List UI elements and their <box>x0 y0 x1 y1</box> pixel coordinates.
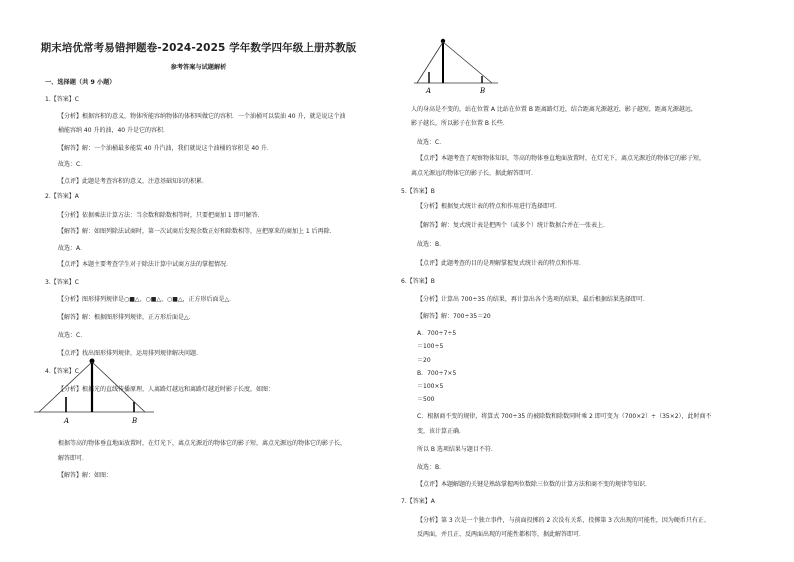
left-text-line: 【解答】解：一个油桶最多能装 40 升汽油，我们就说这个油桶的容积是 40 升． <box>58 145 273 152</box>
light-ray-right <box>92 362 145 412</box>
right-text-line: 所以 B 选项结果与题目不符． <box>417 446 497 453</box>
point-b-label: B <box>132 417 138 425</box>
right-text-line: 【点评】本题解题的关键是熟练掌握两位数除三位数的计算方法和商不变的规律等知识． <box>417 481 652 488</box>
left-text-line: 1.【答案】C <box>45 96 79 103</box>
left-text-line: 故选：C． <box>58 161 87 168</box>
right-text-line: 故选：B． <box>417 241 446 248</box>
left-text-line: 4.【答案】C <box>45 368 79 375</box>
left-text-line: 【点评】本题主要考查学生对于除法计算中试商方法的掌握情况． <box>58 261 233 268</box>
lamp-shadow-figure-right <box>412 36 502 98</box>
right-text-line: 【解答】解：复式统计表是把两个（或多个）统计数据合并在一张表上． <box>417 222 610 229</box>
right-text-line: 人的身高是不变的，站在位置 A 比站在位置 B 距离路灯近，结合距离光源越近，影子越短，距离光源越远， <box>411 106 697 113</box>
left-text-line: 根据等高的物体垂直地面放置时，在灯光下，离点光源近的物体它的影子短，离点光源远的物体它的影子长， <box>58 440 347 447</box>
right-text-line: 【解答】解：700÷35＝20 <box>417 313 491 320</box>
page-title: 期末培优常考易错押题卷-2024-2025 学年数学四年级上册苏教版 <box>40 42 357 54</box>
right-text-line: C．根据商不变的规律，将算式 700÷35 的被除数和除数同时乘 2 即可变为（700×2）÷（35×2），此时商不 <box>417 413 712 420</box>
right-text-line: 反两面，并且正、反两面出现的可能性都相等，据此解答即可． <box>417 531 586 538</box>
right-text-line: ＝100×5 <box>417 383 444 390</box>
light-ray-left-right <box>417 42 443 83</box>
right-text-line: 6.【答案】B <box>401 278 435 285</box>
left-text-line: 【分析】图形排列规律是○■△、○■△、○■△，正方形后面是△． <box>58 296 236 303</box>
right-text-line: 【点评】本题考查了观察物体知识，等高的物体垂直地面放置时，在灯光下，离点光源近的物体它的影子短， <box>417 155 706 162</box>
left-text-line: 故选：A． <box>58 245 87 252</box>
left-text-line: 【解答】解：如图列除法试商时，第一次试商后发现余数正好和除数相等，应把原来的商加上 1 后再除． <box>58 228 336 235</box>
right-text-line: 7.【答案】A <box>401 498 435 505</box>
point-b-label-right: B <box>480 87 486 95</box>
point-a-label-right: A <box>426 87 432 95</box>
right-text-line: ＝100÷5 <box>417 343 444 350</box>
left-text-line: 【点评】此题是考查容积的意义，注意基础知识的积累． <box>58 178 209 185</box>
lamp-icon <box>90 359 95 364</box>
right-text-line: 【点评】此题考查的目的是理解掌握复式统计表的特点和作用． <box>417 260 586 267</box>
light-ray-right-right <box>443 42 492 83</box>
left-text-line: 解答即可． <box>58 455 89 462</box>
left-text-line: 故选：C． <box>58 332 87 339</box>
left-text-line: 2.【答案】A <box>45 193 79 200</box>
right-text-line: 【分析】根据复式统计表的特点和作用进行选择即可． <box>417 203 562 210</box>
point-a-label: A <box>64 417 70 425</box>
right-text-line: 离点光源远的物体它的影子长，据此解答即可． <box>411 170 538 177</box>
left-text-line: 【解答】解：如图： <box>58 472 113 479</box>
left-text-line: 3.【答案】C <box>45 279 79 286</box>
right-text-line: B．700÷7×5 <box>417 370 457 377</box>
right-text-line: A．700÷7÷5 <box>417 330 457 337</box>
right-text-line: 故选：C． <box>417 139 446 146</box>
right-text-line: 5.【答案】B <box>401 188 435 195</box>
right-text-line: ＝20 <box>417 357 431 364</box>
left-text-line: 【分析】根据容积的意义，物体所能容纳物体的体积叫做它的容积．一个油桶可以装油 40 升，就是说这个油 <box>58 113 346 120</box>
right-text-line: 变，该计算正确． <box>417 428 466 435</box>
right-text-line: 影子越长，所以影子在位置 B 长些． <box>411 120 509 127</box>
left-text-line: 一、选择题（共 9 小题） <box>45 79 116 86</box>
right-text-line: 故选：B． <box>417 464 446 471</box>
left-text-line: 【点评】找出图形排列规律，运用排列规律解决问题． <box>58 350 203 357</box>
left-text-line: 【分析】根据光的直线传播原理，人离路灯越远和离路灯越近时影子长度，如图： <box>58 386 275 393</box>
page-subtitle: 参考答案与试题解析 <box>170 64 227 71</box>
left-text-line: 桶能容纳 40 升的油，40 升是它的容积． <box>58 127 169 134</box>
right-text-line: 【分析】第 3 次是一个独立事件，与前面投掷的 2 次没有关系，投掷第 3 次出现的可能性，因为硬币只有正、 <box>417 517 710 524</box>
right-text-line: ＝500 <box>417 396 435 403</box>
right-text-line: 【分析】计算出 700÷35 的结果，再计算出各个选项的结果，最后根据结果选择即可． <box>417 296 649 303</box>
left-text-line: 【解答】解：根据图形排列规律，正方形后面是△． <box>58 314 195 321</box>
left-text-line: 【分析】依据乘法计算方法：当余数和除数相等时，只要把商加 1 即可解答． <box>58 212 264 219</box>
lamp-shadow-figure-left <box>30 355 160 430</box>
